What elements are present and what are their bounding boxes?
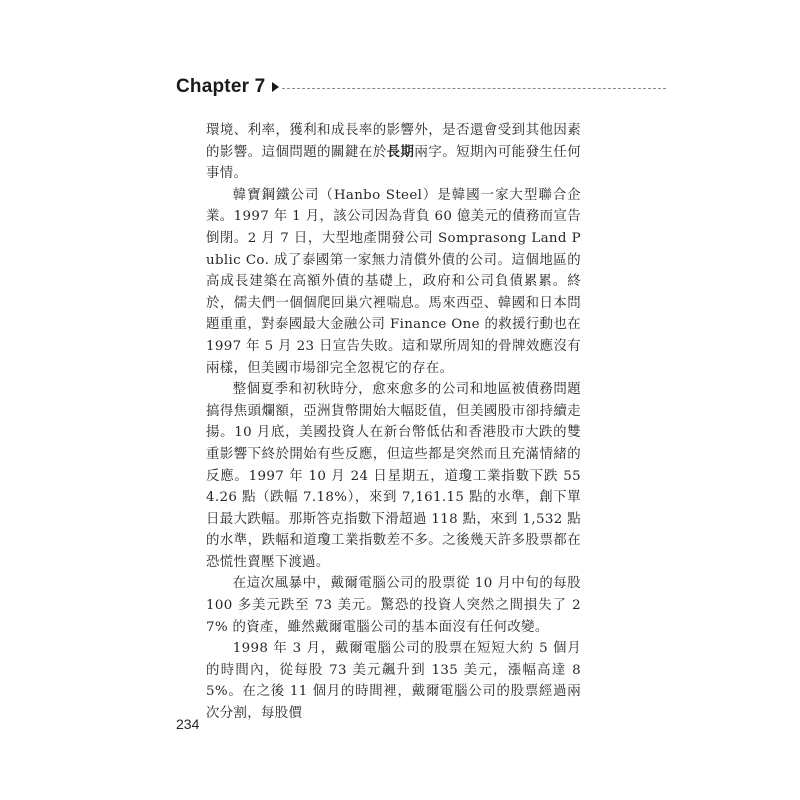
paragraph [206, 185, 581, 379]
text-run: 環境、利率，獲利和成長率的影響外，是否還會受到其他因素的影響。這個問題的關鍵在於 [206, 123, 581, 160]
paragraph [206, 573, 581, 638]
chapter-title: Chapter 7 [176, 76, 266, 97]
emphasis-text: 長期 [386, 143, 415, 160]
text-run: 在這次風暴中，戴爾電腦公司的股票從 10 月中旬的每股 100 多美元跌至 73 美元。驚恐的投資人突然之間損失了 27% 的資產，雖然戴爾電腦公司的基本面沒有任何改變。 [206, 576, 581, 635]
text-run: 整個夏季和初秋時分，愈來愈多的公司和地區被債務問題搞得焦頭爛額，亞洲貨幣開始大幅貶值，但美國股市卻持續走揚。10 月底，美國投資人在新台幣低估和香港股市大跌的雙重影響下終於開始有些反應，但這些都是突然而且充滿情緒的反應。1997 年 10 月 24 日星期五，道瓊工業指數下跌 554.26 點（跌幅 7.18%），來到 7,161.15 點的水準，創下單日最大跌幅。那斯答克指數下滑超過 118 點，來到 1,532 點的水準，跌幅和道瓊工業指數差不多。之後幾天許多股票都在恐慌性賣壓下渡過。 [206, 382, 581, 570]
chapter-header [176, 74, 666, 100]
paragraph [206, 638, 581, 724]
text-run: 韓寶鋼鐵公司（Hanbo Steel）是韓國一家大型聯合企業。1997 年 1 月，該公司因為背負 60 億美元的債務而宣告倒閉。2 月 7 日，大型地產開發公司 Somprasong Land Public Co. 成了泰國第一家無力清償外債的公司。這個地區的高成長建築在高額外債的基礎上，政府和公司負債累累。終於，儒夫們一個個爬回巢穴裡喘息。馬來西亞、韓國和日本問題重重，對泰國最大金融公司 Finance One 的救援行動也在 1997 年 5 月 23 日宣告失敗。這和眾所周知的骨牌效應沒有兩樣，但美國市場卻完全忽視它的存在。 [206, 187, 581, 376]
text-run: 兩字。短期內可能發生任何事情。 [206, 144, 581, 182]
paragraph [206, 379, 581, 573]
body-text [206, 120, 581, 725]
page-number: 234 [176, 716, 200, 732]
chapter-arrow-icon [272, 82, 279, 92]
text-run: 1998 年 3 月，戴爾電腦公司的股票在短短大約 5 個月的時間內，從每股 73 美元飆升到 135 美元，漲幅高達 85%。在之後 11 個月的時間裡，戴爾電腦公司的股票經過兩次分割，每股價 [206, 641, 581, 722]
chapter-divider-line [282, 88, 666, 89]
paragraph [206, 120, 581, 185]
